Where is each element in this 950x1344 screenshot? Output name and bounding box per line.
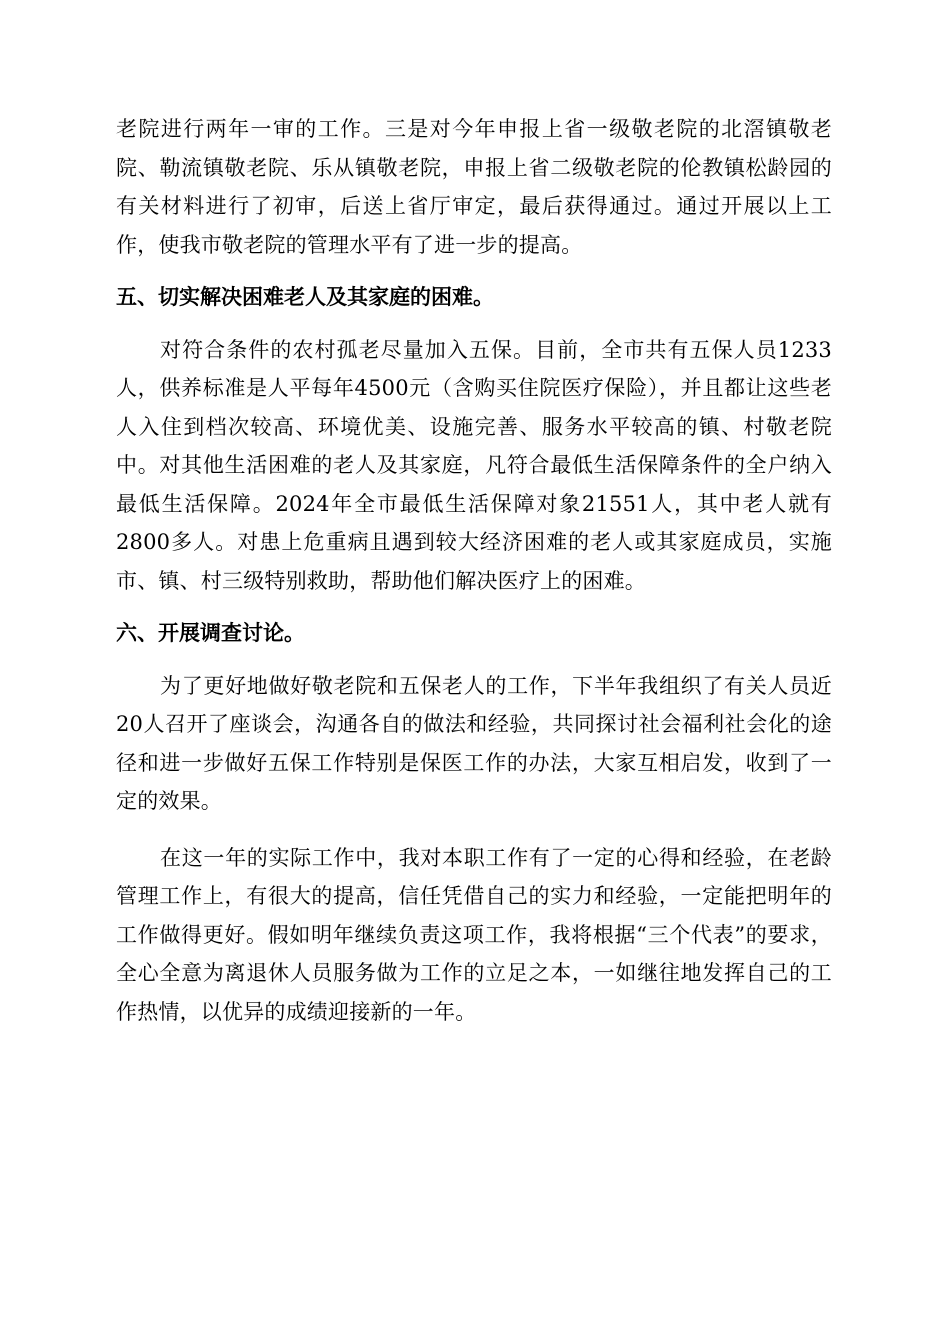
paragraph-five-guarantees: 对符合条件的农村孤老尽量加入五保。目前，全市共有五保人员1233人，供养标准是人平每年4500元（含购买住院医疗保险），并且都让这些老人入住到档次较高、环境优美、设施完善、服务水平较高的镇、村敬老院中。对其他生活困难的老人及其家庭，凡符合最低生活保障条件的全户纳入最低生活保障。2024年全市最低生活保障对象21551人，其中老人就有2800多人。对患上危重病且遇到较大经济困难的老人或其家庭成员，实施市、镇、村三级特别救助，帮助他们解决医疗上的困难。: [116, 337, 832, 593]
section-heading-5: 五、切实解决困难老人及其家庭的困难。: [116, 285, 494, 309]
paragraph-survey-discussion: 为了更好地做好敬老院和五保老人的工作，下半年我组织了有关人员近20人召开了座谈会，沟通各自的做法和经验，共同探讨社会福利社会化的途径和进一步做好五保工作特别是保医工作的办法，大家互相启发，收到了一定的效果。: [116, 673, 832, 813]
paragraph-conclusion: 在这一年的实际工作中，我对本职工作有了一定的心得和经验，在老龄管理工作上，有很大的提高，信任凭借自己的实力和经验，一定能把明年的工作做得更好。假如明年继续负责这项工作，我将根据“三个代表”的要求，全心全意为离退休人员服务做为工作的立足之本，一如继往地发挥自己的工作热情，以优异的成绩迎接新的一年。: [116, 845, 832, 1024]
paragraph-nursing-home-review: 老院进行两年一审的工作。三是对今年申报上省一级敬老院的北滘镇敬老院、勒流镇敬老院、乐从镇敬老院，申报上省二级敬老院的伦教镇松龄园的有关材料进行了初审，后送上省厅审定，最后获得通过。通过开展以上工作，使我市敬老院的管理水平有了进一步的提高。: [116, 117, 832, 257]
document-page: [116, 110, 832, 1031]
section-heading-6: 六、开展调查讨论。: [116, 621, 305, 645]
